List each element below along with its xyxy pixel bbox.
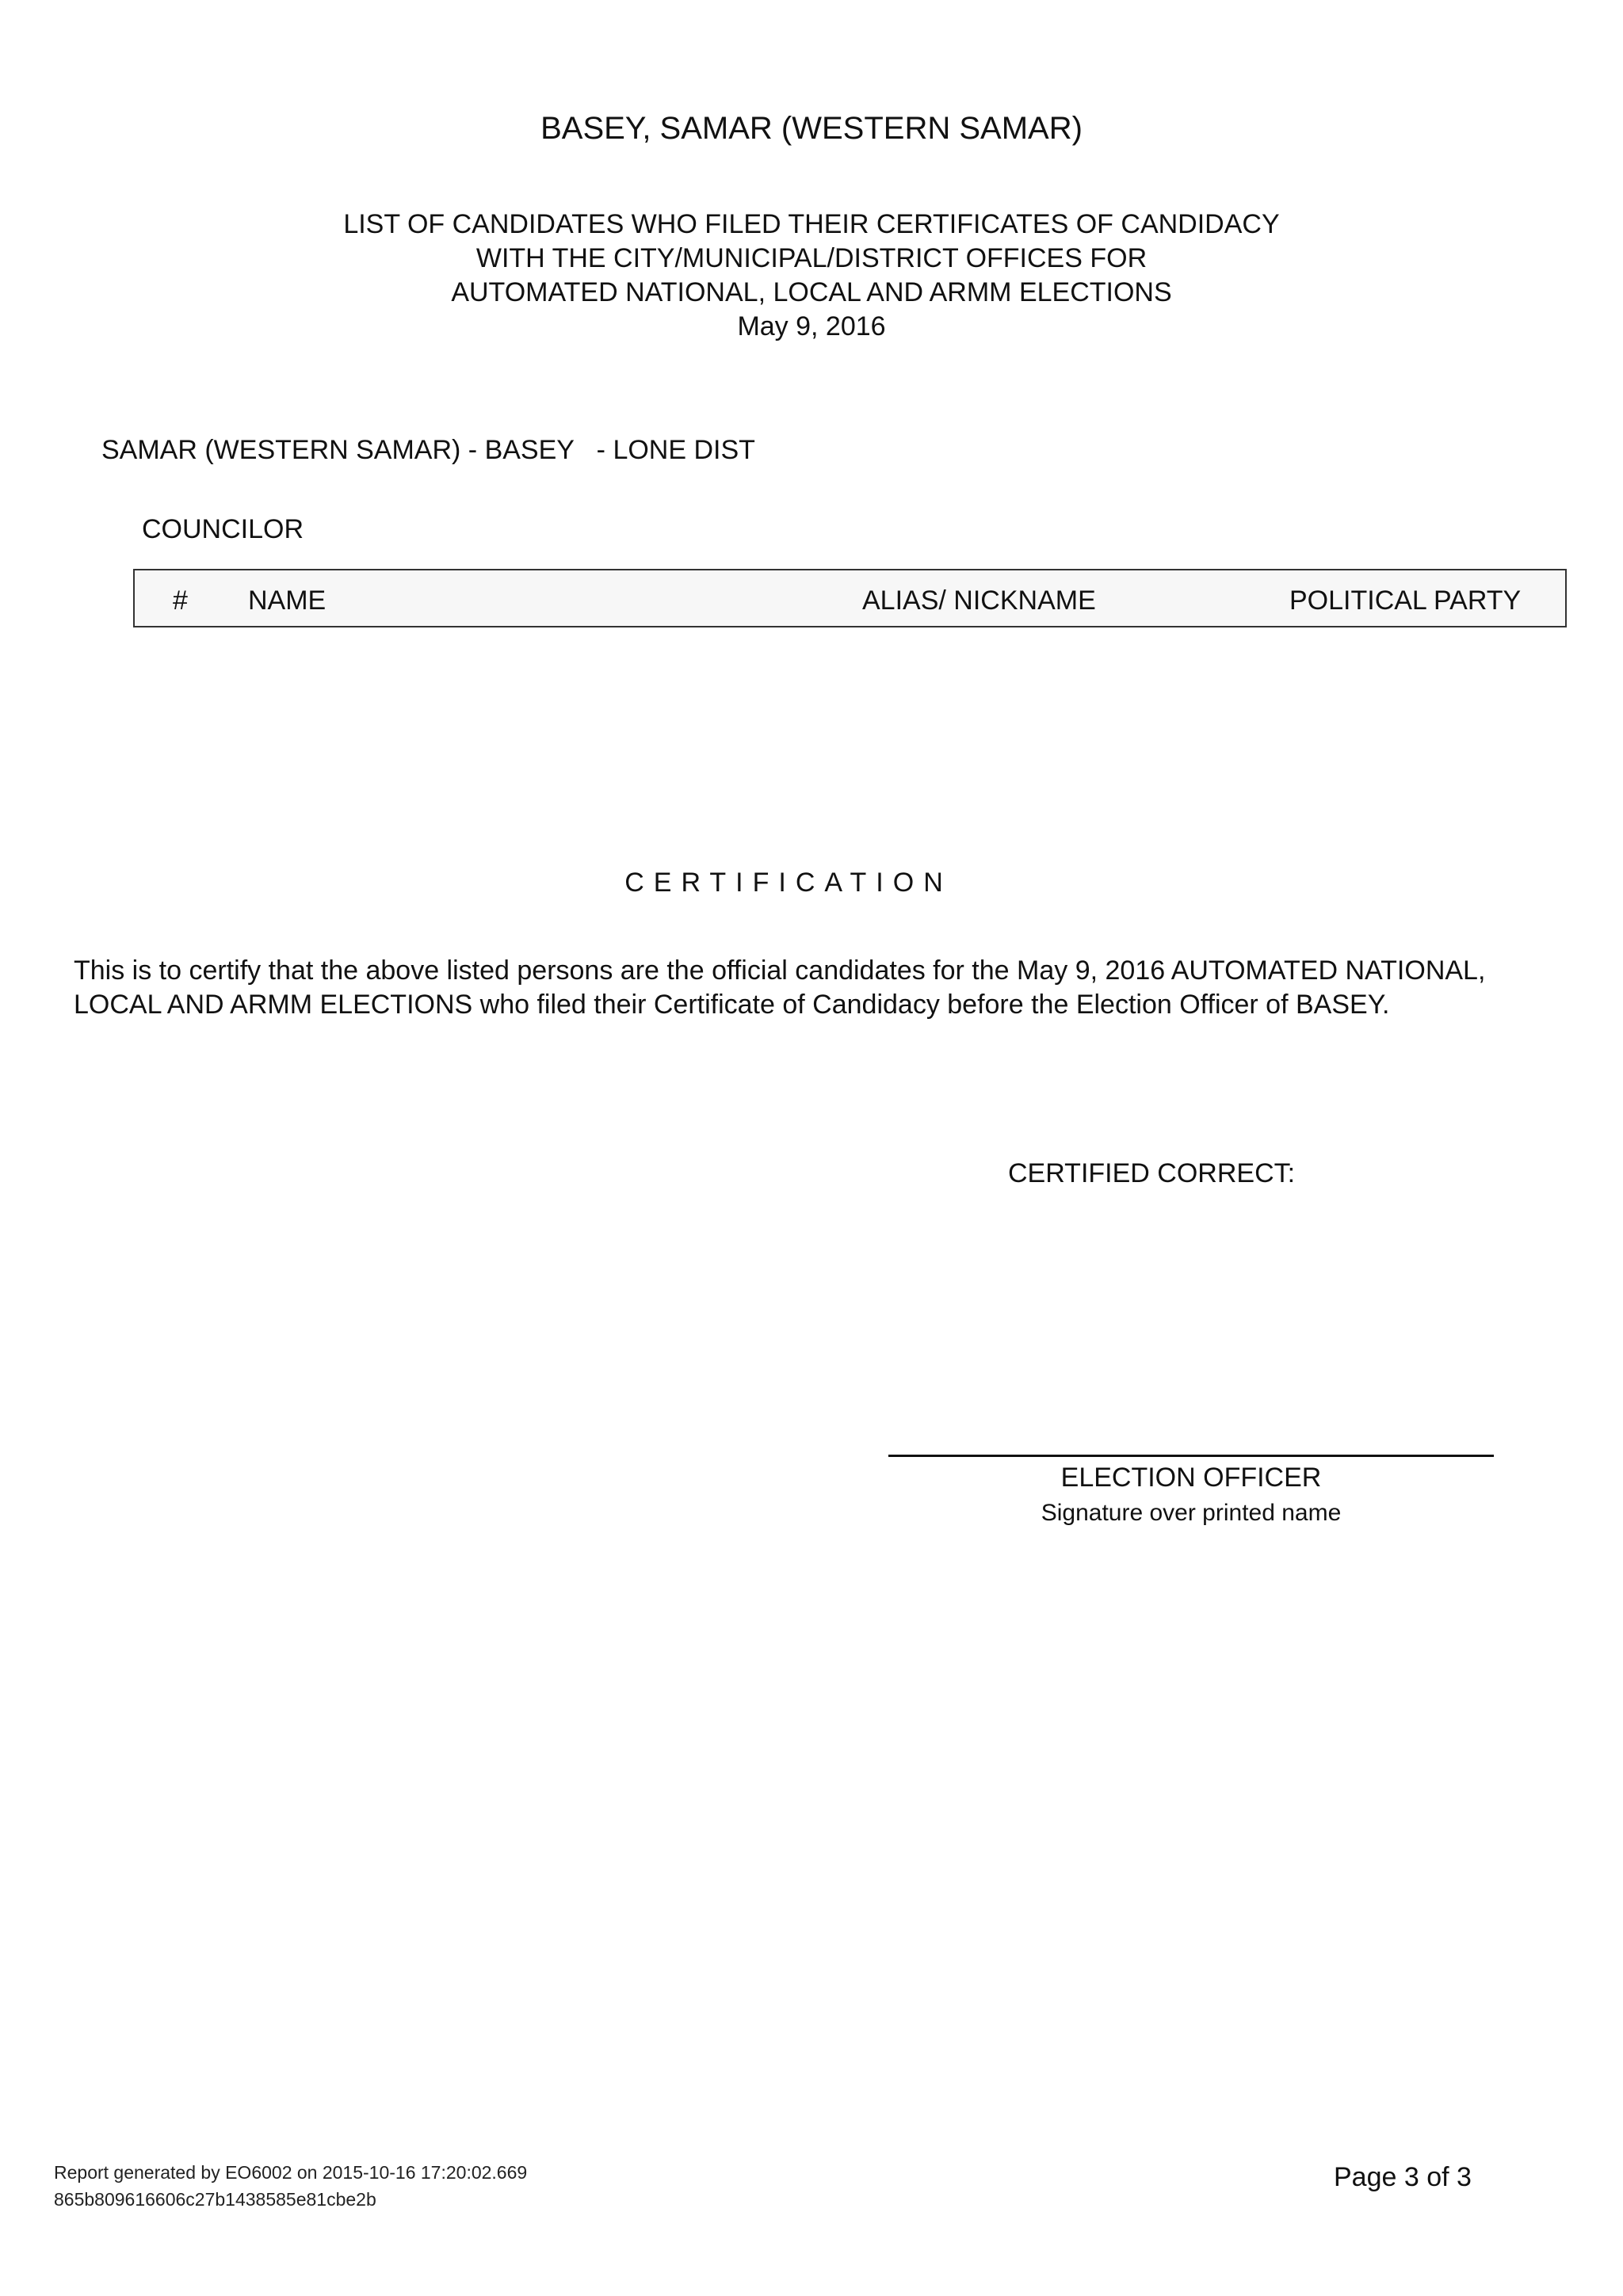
signature-line: [888, 1455, 1494, 1457]
heading-line-3: AUTOMATED NATIONAL, LOCAL AND ARMM ELECTIONS: [451, 277, 1172, 307]
candidates-table-header: [133, 569, 1567, 627]
column-political-party: POLITICAL PARTY: [1289, 585, 1522, 616]
certified-correct-label: CERTIFIED CORRECT:: [1008, 1158, 1296, 1188]
document-heading: [0, 208, 1623, 344]
column-number: #: [173, 585, 188, 616]
heading-line-1: LIST OF CANDIDATES WHO FILED THEIR CERTIFICATES OF CANDIDACY: [343, 209, 1280, 239]
heading-line-2: WITH THE CITY/MUNICIPAL/DISTRICT OFFICES FOR: [475, 243, 1148, 273]
election-date: May 9, 2016: [737, 311, 886, 341]
certification-title: CERTIFICATION: [624, 868, 953, 898]
report-generated-note: Report generated by EO6002 on 2015-10-16 17:20:02.669: [54, 2162, 528, 2183]
district-label: SAMAR (WESTERN SAMAR) - BASEY - LONE DIST: [101, 435, 755, 465]
column-name: NAME: [248, 585, 327, 616]
column-alias: ALIAS/ NICKNAME: [862, 585, 1096, 616]
report-hash: 865b809616606c27b1438585e81cbe2b: [54, 2189, 376, 2210]
document-title: BASEY, SAMAR (WESTERN SAMAR): [540, 111, 1083, 146]
election-officer-title: ELECTION OFFICER: [1060, 1463, 1322, 1493]
position-label: COUNCILOR: [142, 514, 304, 544]
certification-line-2: LOCAL AND ARMM ELECTIONS who filed their Certificate of Candidacy before the Election Officer of BASEY.: [74, 990, 1390, 1020]
signature-caption: Signature over printed name: [1041, 1500, 1342, 1526]
certification-body: [74, 954, 1564, 1022]
page-number: Page 3 of 3: [1334, 2162, 1472, 2192]
certification-line-1: This is to certify that the above listed persons are the official candidates for the May 9, 2016 AUTOMATED NATIONAL,: [74, 955, 1486, 986]
